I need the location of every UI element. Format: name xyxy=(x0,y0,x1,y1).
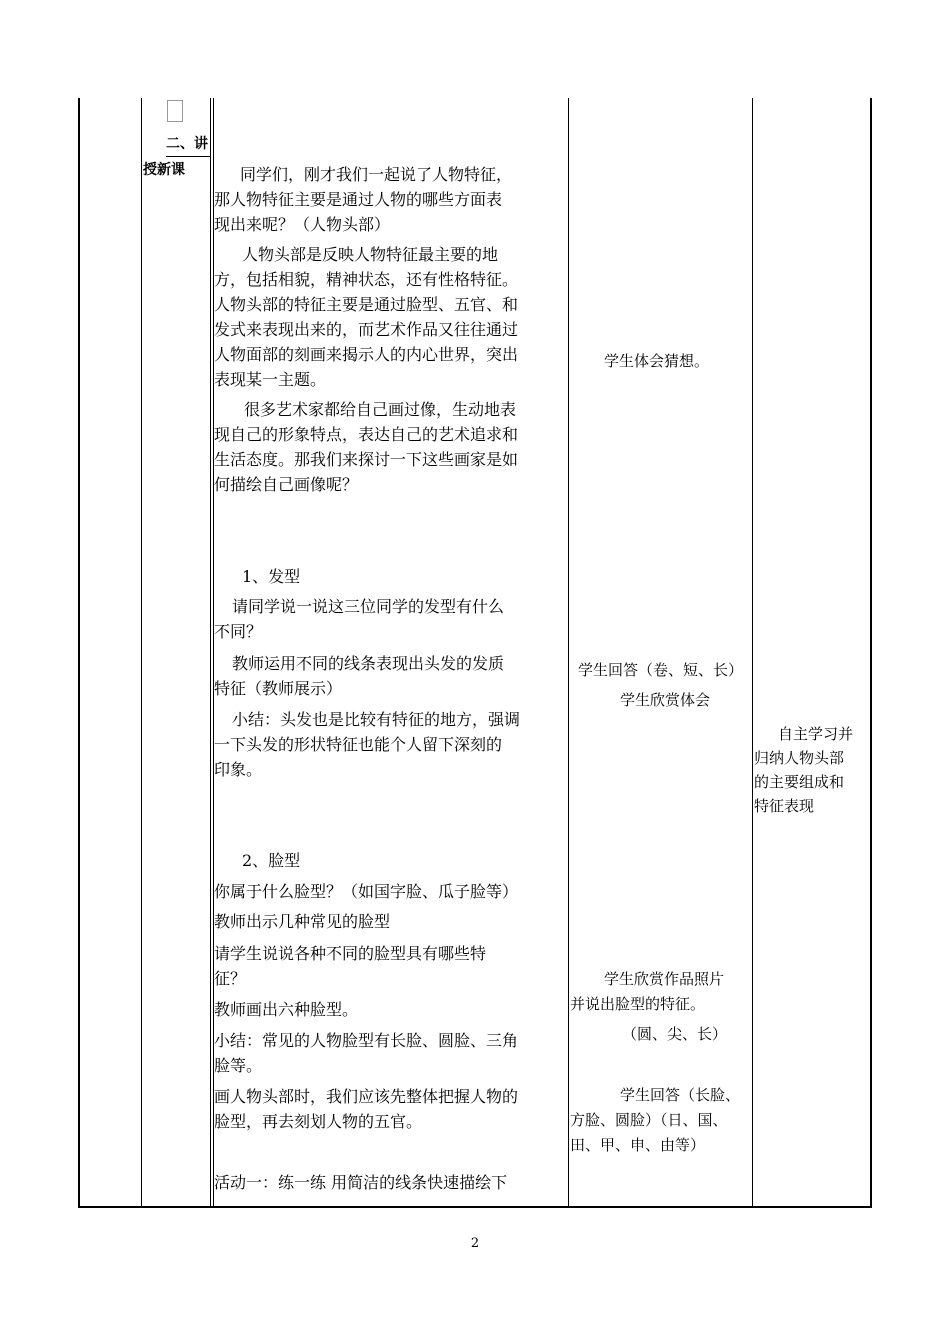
student-guess: 学生体会猜想。 xyxy=(604,352,710,370)
table-col-divider-3 xyxy=(568,98,569,1208)
goal-line: 的主要组成和 xyxy=(754,773,845,791)
goal-line: 自主学习并 xyxy=(778,725,854,743)
teacher-intro-line: 现出来呢？（人物头部） xyxy=(214,215,391,234)
teacher-head-line: 人物头部的特征主要是通过脸型、五官、和 xyxy=(214,295,519,314)
hair-question-line: 不同？ xyxy=(214,622,263,641)
face-show: 教师出示几种常见的脸型 xyxy=(214,912,391,931)
table-col-divider-4 xyxy=(752,98,753,1208)
hair-question-line: 请同学说一说这三位同学的发型有什么 xyxy=(232,597,505,616)
face-summary-line: 小结：常见的人物脸型有长脸、圆脸、三角 xyxy=(214,1031,519,1050)
student-answer-hair: 学生回答（卷、短、长） xyxy=(578,661,744,679)
page-number: 2 xyxy=(470,1236,480,1251)
table-border-right xyxy=(870,98,872,1208)
student-appreciate: 学生欣赏体会 xyxy=(620,691,711,709)
goal-line: 特征表现 xyxy=(754,797,815,815)
hair-title: 1、发型 xyxy=(242,567,301,586)
teacher-head-line: 人物头部是反映人物特征最主要的地 xyxy=(242,245,499,264)
student-photo-line: （圆、尖、长） xyxy=(622,1025,728,1043)
hair-summary-line: 小结：头发也是比较有特征的地方，强调 xyxy=(232,710,521,729)
hair-summary-line: 印象。 xyxy=(214,760,263,779)
face-ask-line: 征？ xyxy=(214,969,247,988)
table-col-divider-2 xyxy=(210,98,211,1208)
teacher-artists-line: 何描绘自己画像呢？ xyxy=(214,475,359,494)
section-label-line2: 授新课 xyxy=(143,162,185,178)
empty-box xyxy=(167,100,183,122)
student-answer-face-line: 学生回答（长脸、 xyxy=(620,1086,741,1104)
face-tip-line: 脸型，再去刻划人物的五官。 xyxy=(214,1112,423,1131)
student-answer-face-line: 田、甲、申、由等） xyxy=(570,1136,706,1154)
teacher-intro-line: 那人物特征主要是通过人物的哪些方面表 xyxy=(214,190,503,209)
section-label-line1: 二、讲 xyxy=(166,136,208,152)
teacher-head-line: 发式来表现出来的，而艺术作品又往往通过 xyxy=(214,320,519,339)
teacher-intro-line: 同学们，刚才我们一起说了人物特征， xyxy=(240,165,513,184)
teacher-artists-line: 很多艺术家都给自己画过像，生动地表 xyxy=(244,400,517,419)
teacher-head-line: 人物面部的刻画来揭示人的内心世界，突出 xyxy=(214,345,519,364)
face-title: 2、脸型 xyxy=(242,851,301,870)
face-draw: 教师画出六种脸型。 xyxy=(214,1000,359,1019)
hair-summary-line: 一下头发的形状特征也能个人留下深刻的 xyxy=(214,735,503,754)
teacher-artists-line: 现自己的形象特点，表达自己的艺术追求和 xyxy=(214,425,519,444)
face-question: 你属于什么脸型？（如国字脸、瓜子脸等） xyxy=(214,882,519,901)
hair-demo-line: 教师运用不同的线条表现出头发的发质 xyxy=(232,654,505,673)
goal-line: 归纳人物头部 xyxy=(754,749,845,767)
table-col-divider-1 xyxy=(141,98,142,1208)
face-tip-line: 画人物头部时，我们应该先整体把握人物的 xyxy=(214,1087,519,1106)
activity-line: 活动一：练一练 用简洁的线条快速描绘下 xyxy=(214,1173,508,1192)
hair-demo-line: 特征（教师展示） xyxy=(214,679,343,698)
student-answer-face-line: 方脸、圆脸）（日、国、 xyxy=(570,1111,728,1129)
teacher-head-line: 表现某一主题。 xyxy=(214,370,327,389)
teacher-head-line: 方，包括相貌，精神状态，还有性格特征。 xyxy=(214,270,519,289)
face-ask-line: 请学生说说各种不同的脸型具有哪些特 xyxy=(214,944,487,963)
student-photo-line: 并说出脸型的特征。 xyxy=(570,995,706,1013)
face-summary-line: 脸等。 xyxy=(214,1056,263,1075)
table-border-bottom xyxy=(78,1206,872,1208)
student-photo-line: 学生欣赏作品照片 xyxy=(604,970,725,988)
table-border-left xyxy=(78,98,80,1208)
teacher-artists-line: 生活态度。那我们来探讨一下这些画家是如 xyxy=(214,450,519,469)
